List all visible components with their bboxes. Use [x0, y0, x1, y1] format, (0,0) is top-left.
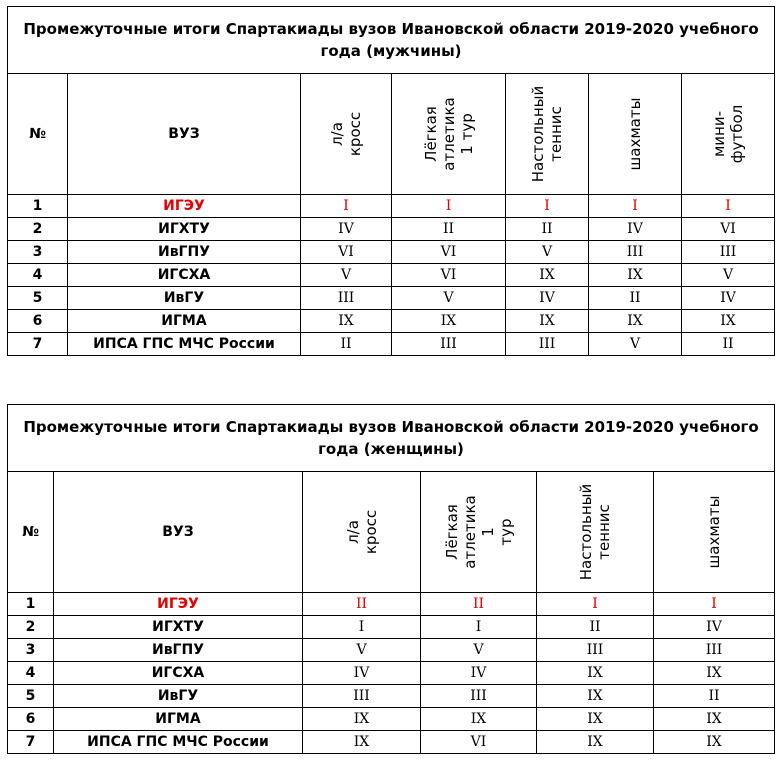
- row-number: 7: [8, 731, 54, 754]
- row-place-value: IV: [301, 218, 392, 241]
- row-number: 5: [8, 287, 68, 310]
- row-vuz-name: ИГЭУ: [54, 593, 303, 616]
- men-table-row: [8, 287, 775, 310]
- row-place-value: VI: [392, 241, 506, 264]
- row-place-value: III: [421, 685, 537, 708]
- row-place-value: IX: [682, 310, 775, 333]
- row-place-value: I: [301, 195, 392, 218]
- row-place-value: I: [392, 195, 506, 218]
- row-place-value: IX: [392, 310, 506, 333]
- row-place-value: V: [682, 264, 775, 287]
- women-table-row: [8, 593, 775, 616]
- row-place-value: IX: [654, 662, 775, 685]
- women-table-row: [8, 708, 775, 731]
- row-place-value: II: [303, 593, 421, 616]
- row-place-value: II: [537, 616, 654, 639]
- women-header-number: №: [8, 472, 54, 593]
- men-table-row: [8, 241, 775, 264]
- row-vuz-name: ИГМА: [68, 310, 301, 333]
- row-place-value: VI: [421, 731, 537, 754]
- row-place-value: III: [506, 333, 589, 356]
- men-header-tennis-label: Настольный теннис: [529, 85, 565, 183]
- row-place-value: III: [654, 639, 775, 662]
- row-place-value: IX: [589, 310, 682, 333]
- women-header-tennis: [537, 472, 654, 593]
- men-header-tennis: [506, 74, 589, 195]
- row-number: 6: [8, 708, 54, 731]
- men-table-title: Промежуточные итоги Спартакиады вузов Ивановской области 2019-2020 учебного года (мужчины): [8, 7, 775, 74]
- row-place-value: VI: [682, 218, 775, 241]
- row-place-value: IV: [654, 616, 775, 639]
- row-vuz-name: ИвГУ: [54, 685, 303, 708]
- row-number: 7: [8, 333, 68, 356]
- women-table-title: Промежуточные итоги Спартакиады вузов Ивановской области 2019-2020 учебного года (женщины): [8, 405, 775, 472]
- women-header-cross: [303, 472, 421, 593]
- row-place-value: IX: [506, 310, 589, 333]
- row-vuz-name: ИПСА ГПС МЧС России: [54, 731, 303, 754]
- row-place-value: IX: [303, 731, 421, 754]
- row-place-value: IX: [589, 264, 682, 287]
- row-place-value: II: [421, 593, 537, 616]
- women-table-row: [8, 731, 775, 754]
- men-table-row: [8, 218, 775, 241]
- row-vuz-name: ИГСХА: [68, 264, 301, 287]
- row-place-value: III: [392, 333, 506, 356]
- row-number: 5: [8, 685, 54, 708]
- row-place-value: I: [506, 195, 589, 218]
- row-place-value: IX: [303, 708, 421, 731]
- women-header-chess: [654, 472, 775, 593]
- row-place-value: IX: [301, 310, 392, 333]
- row-place-value: V: [506, 241, 589, 264]
- women-header-tennis-label: Настольный теннис: [577, 483, 613, 581]
- row-place-value: IV: [589, 218, 682, 241]
- row-vuz-name: ИГХТУ: [68, 218, 301, 241]
- men-header-cross: [301, 74, 392, 195]
- row-vuz-name: ИПСА ГПС МЧС России: [68, 333, 301, 356]
- row-place-value: IX: [537, 662, 654, 685]
- row-place-value: IX: [537, 685, 654, 708]
- men-header-number: №: [8, 74, 68, 195]
- row-place-value: IV: [682, 287, 775, 310]
- row-place-value: I: [537, 593, 654, 616]
- men-header-football-label: мини- футбол: [710, 104, 746, 164]
- row-place-value: I: [421, 616, 537, 639]
- row-vuz-name: ИвГПУ: [54, 639, 303, 662]
- row-number: 2: [8, 616, 54, 639]
- row-place-value: III: [301, 287, 392, 310]
- row-place-value: V: [301, 264, 392, 287]
- row-number: 3: [8, 639, 54, 662]
- row-place-value: V: [589, 333, 682, 356]
- row-place-value: IV: [421, 662, 537, 685]
- row-place-value: IX: [537, 731, 654, 754]
- row-place-value: III: [682, 241, 775, 264]
- row-number: 3: [8, 241, 68, 264]
- men-header-chess-label: шахматы: [626, 97, 644, 171]
- row-number: 6: [8, 310, 68, 333]
- men-header-cross-label: л/а кросс: [328, 111, 364, 157]
- men-table-row: [8, 195, 775, 218]
- women-header-athletics-label: Лёгкая атлетика 1 тур: [442, 495, 515, 569]
- row-place-value: II: [654, 685, 775, 708]
- row-vuz-name: ИГСХА: [54, 662, 303, 685]
- row-place-value: V: [421, 639, 537, 662]
- row-vuz-name: ИвГУ: [68, 287, 301, 310]
- row-place-value: V: [392, 287, 506, 310]
- men-header-football: [682, 74, 775, 195]
- row-number: 2: [8, 218, 68, 241]
- row-place-value: IX: [654, 708, 775, 731]
- row-place-value: III: [589, 241, 682, 264]
- women-table-row: [8, 616, 775, 639]
- women-header-vuz: ВУЗ: [54, 472, 303, 593]
- row-number: 4: [8, 264, 68, 287]
- row-vuz-name: ИвГПУ: [68, 241, 301, 264]
- row-place-value: I: [589, 195, 682, 218]
- row-place-value: IX: [654, 731, 775, 754]
- row-number: 1: [8, 593, 54, 616]
- row-place-value: VI: [392, 264, 506, 287]
- women-header-chess-label: шахматы: [705, 495, 723, 569]
- row-place-value: II: [506, 218, 589, 241]
- row-place-value: II: [301, 333, 392, 356]
- row-place-value: III: [303, 685, 421, 708]
- row-place-value: IX: [421, 708, 537, 731]
- row-vuz-name: ИГХТУ: [54, 616, 303, 639]
- women-table-row: [8, 685, 775, 708]
- women-table-row: [8, 662, 775, 685]
- row-vuz-name: ИГМА: [54, 708, 303, 731]
- men-table-row: [8, 310, 775, 333]
- men-table-row: [8, 264, 775, 287]
- row-vuz-name: ИГЭУ: [68, 195, 301, 218]
- row-place-value: V: [303, 639, 421, 662]
- row-number: 1: [8, 195, 68, 218]
- row-place-value: III: [537, 639, 654, 662]
- women-header-athletics: [421, 472, 537, 593]
- men-table-row: [8, 333, 775, 356]
- row-place-value: IX: [506, 264, 589, 287]
- row-place-value: II: [682, 333, 775, 356]
- row-place-value: IX: [537, 708, 654, 731]
- row-number: 4: [8, 662, 54, 685]
- men-header-chess: [589, 74, 682, 195]
- men-results-table: [7, 6, 775, 356]
- men-header-athletics: [392, 74, 506, 195]
- row-place-value: IV: [506, 287, 589, 310]
- row-place-value: II: [589, 287, 682, 310]
- row-place-value: VI: [301, 241, 392, 264]
- row-place-value: I: [654, 593, 775, 616]
- row-place-value: I: [682, 195, 775, 218]
- row-place-value: II: [392, 218, 506, 241]
- row-place-value: I: [303, 616, 421, 639]
- women-table-row: [8, 639, 775, 662]
- women-results-table: [7, 404, 775, 754]
- men-header-vuz: ВУЗ: [68, 74, 301, 195]
- row-place-value: IV: [303, 662, 421, 685]
- women-header-cross-label: л/а кросс: [343, 509, 380, 555]
- men-header-athletics-label: Лёгкая атлетика 1 тур: [421, 97, 476, 171]
